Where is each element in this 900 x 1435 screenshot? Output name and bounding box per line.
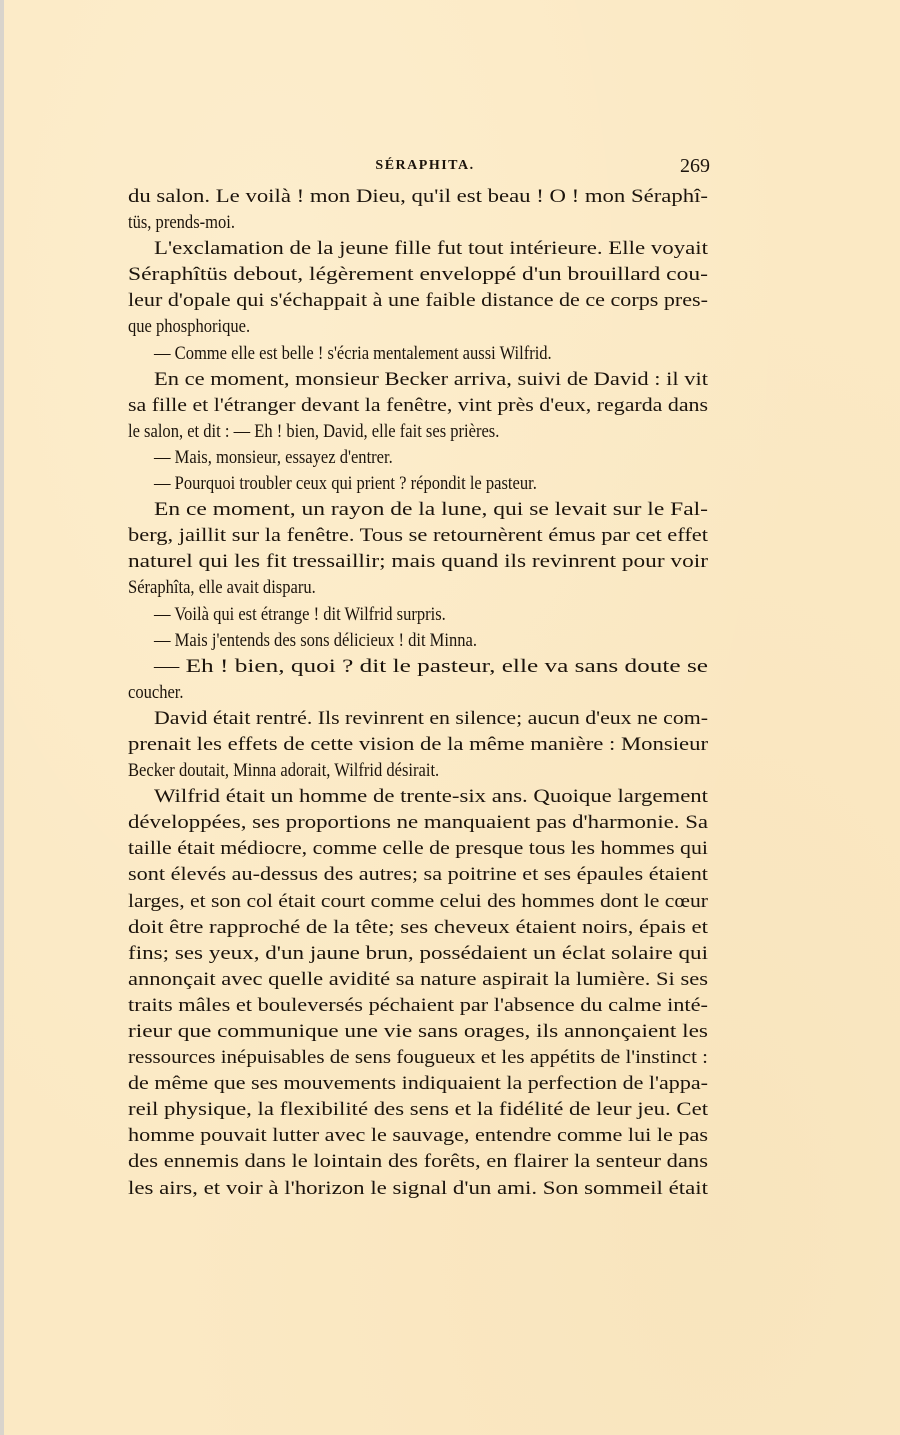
text-line: de même que ses mouvements indiquaient la perfection de l'appa- — [128, 1073, 708, 1095]
text-line: rieur que communique une vie sans orages, ils annonçaient les — [128, 1021, 708, 1042]
text-line: prenait les effets de cette vision de la même manière : Monsieur — [128, 733, 709, 755]
text-line: — Pourquoi troubler ceux qui prient ? répondit le pasteur. — [154, 473, 537, 495]
text-line: En ce moment, un rayon de la lune, qui se levait sur le Fal- — [154, 499, 709, 521]
text-line: développées, ses proportions ne manquaient pas d'harmonie. Sa — [128, 812, 709, 834]
book-page — [128, 155, 710, 1202]
text-line: traits mâles et bouleversés péchaient par l'absence du calme inté- — [128, 994, 708, 1016]
text-line: Séraphîtüs debout, légèrement enveloppé d'un brouillard cou- — [128, 264, 708, 286]
text-line: — Comme elle est belle ! s'écria mentalement aussi Wilfrid. — [154, 342, 552, 364]
text-line: taille était médiocre, comme celle de presque tous les hommes qui — [128, 838, 709, 860]
text-line: tüs, prends-moi. — [128, 212, 235, 234]
text-line: Becker doutait, Minna adorait, Wilfrid désirait. — [128, 760, 440, 782]
text-line: annonçait avec quelle avidité sa nature aspirait la lumière. Si ses — [128, 968, 708, 990]
running-title: SÉRAPHITA. — [375, 158, 475, 173]
text-line: fins; ses yeux, d'un jaune brun, possédaient un éclat solaire qui — [128, 942, 709, 964]
text-line: ressources inépuisables de sens fougueux et les appétits de l'instinct : — [128, 1047, 709, 1069]
text-line: le salon, et dit : — Eh ! bien, David, elle fait ses prières. — [128, 420, 500, 442]
text-line: que phosphorique. — [128, 316, 251, 338]
text-line: du salon. Le voilà ! mon Dieu, qu'il est beau ! O ! mon Séraphî- — [128, 186, 708, 207]
text-line: homme pouvait lutter avec le sauvage, entendre comme lui le pas — [128, 1125, 709, 1147]
body-text — [128, 184, 708, 1202]
text-line: larges, et son col était court comme celui des hommes dont le cœur — [128, 890, 708, 912]
text-line: David était rentré. Ils revinrent en silence; aucun d'eux ne com- — [154, 707, 709, 729]
text-line: des ennemis dans le lointain des forêts, en flairer la senteur dans — [128, 1151, 708, 1173]
text-line: L'exclamation de la jeune fille fut tout intérieure. Elle voyait — [154, 238, 708, 260]
text-line: Wilfrid était un homme de trente-six ans. Quoique largement — [154, 786, 709, 808]
text-line: — Mais, monsieur, essayez d'entrer. — [154, 446, 393, 468]
text-line: En ce moment, monsieur Becker arriva, suivi de David : il vit — [154, 368, 708, 390]
text-line: berg, jaillit sur la fenêtre. Tous se retournèrent émus par cet effet — [128, 525, 709, 547]
text-line: reil physique, la flexibilité des sens et la fidélité de leur jeu. Cet — [128, 1099, 709, 1121]
text-line: — Mais j'entends des sons délicieux ! dit Minna. — [154, 629, 477, 651]
text-line: coucher. — [128, 681, 184, 703]
running-head — [128, 155, 710, 184]
text-line: sont élevés au-dessus des autres; sa poitrine et ses épaules étaient — [128, 864, 708, 886]
text-line: — Eh ! bien, quoi ? dit le pasteur, elle va sans doute se — [154, 655, 709, 677]
text-line: Séraphîta, elle avait disparu. — [128, 577, 316, 599]
text-line: leur d'opale qui s'échappait à une faible distance de ce corps pres- — [128, 290, 708, 312]
text-line: naturel qui les fit tressaillir; mais quand ils revinrent pour voir — [128, 551, 708, 573]
text-line: les airs, et voir à l'horizon le signal d'un ami. Son sommeil était — [128, 1177, 708, 1199]
page-number: 269 — [680, 155, 710, 177]
scan-left-edge — [0, 0, 4, 1435]
text-line: sa fille et l'étranger devant la fenêtre, vint près d'eux, regarda dans — [128, 394, 709, 416]
text-line: — Voilà qui est étrange ! dit Wilfrid surpris. — [154, 603, 446, 625]
text-line: doit être rapproché de la tête; ses cheveux étaient noirs, épais et — [128, 916, 708, 938]
